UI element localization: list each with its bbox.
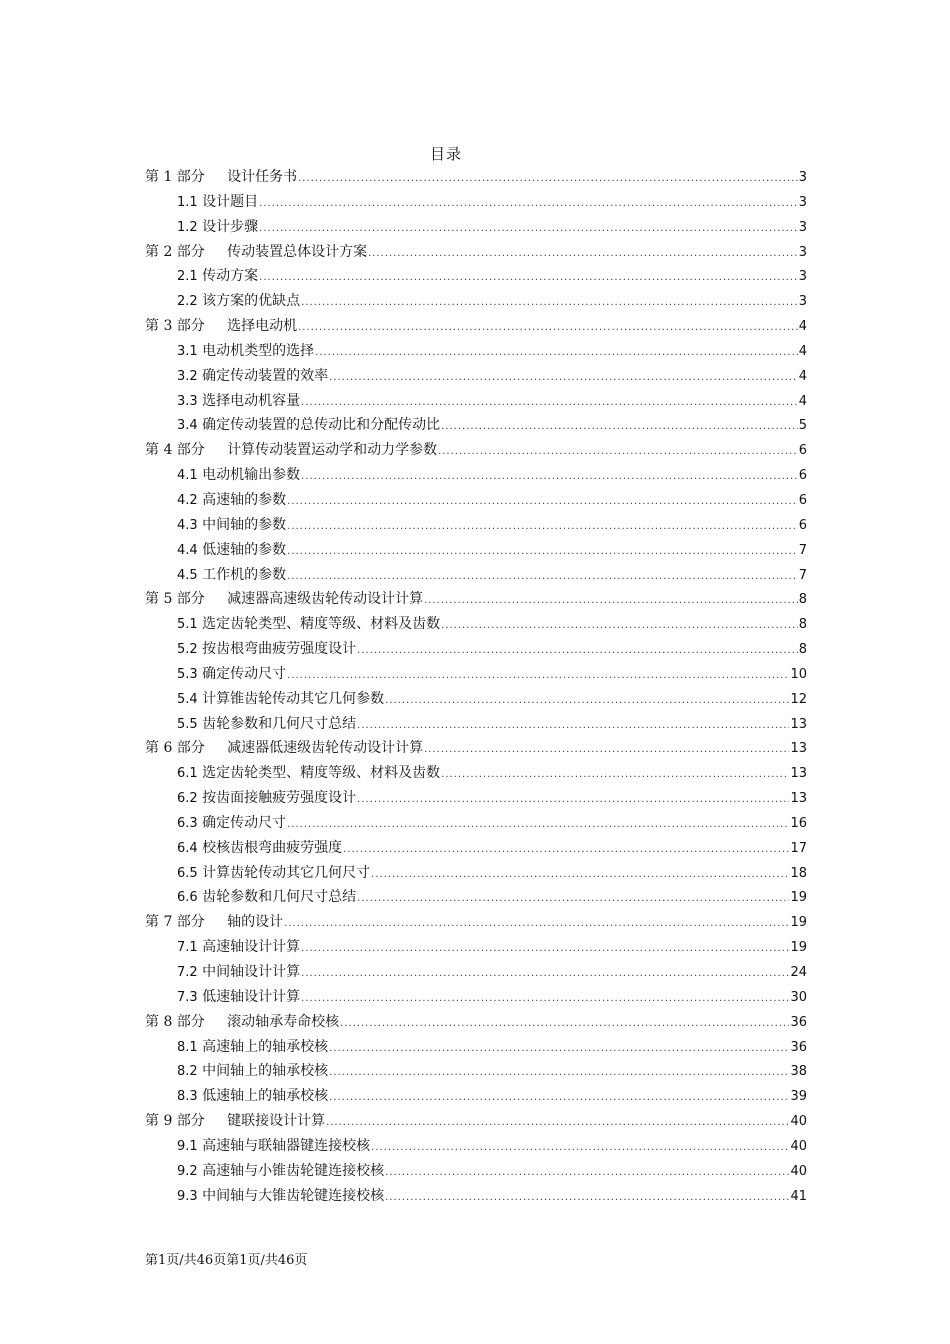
toc-entry-label <box>177 290 300 310</box>
toc-section-entry[interactable] <box>145 464 807 489</box>
toc-dot-leader <box>287 546 798 557</box>
toc-page-number: 3 <box>798 244 807 260</box>
toc-entry-text: 设计任务书 <box>227 169 298 185</box>
toc-entry-text: 工作机的参数 <box>202 566 287 583</box>
toc-page-number: 3 <box>798 294 807 310</box>
toc-entry-label <box>177 365 328 385</box>
toc-dot-leader <box>371 869 789 880</box>
toc-entry-label <box>145 315 297 335</box>
toc-part-entry[interactable] <box>145 241 807 266</box>
toc-entry-text: 键联接设计计算 <box>227 1113 326 1130</box>
toc-section-entry[interactable] <box>145 539 807 564</box>
toc-dot-leader <box>301 993 789 1004</box>
toc-entry-text: 传动装置总体设计方案 <box>227 243 368 260</box>
toc-dot-leader <box>329 1092 789 1103</box>
toc-section-entry[interactable] <box>145 191 807 216</box>
toc-entry-text: 中间轴上的轴承校核 <box>202 1063 329 1080</box>
toc-entry-label <box>177 216 258 236</box>
toc-entry-label <box>177 986 300 1006</box>
toc-dot-leader <box>301 943 789 954</box>
toc-entry-number: 4.4 <box>177 542 198 558</box>
toc-section-entry[interactable] <box>145 663 807 688</box>
toc-dot-leader <box>357 720 789 731</box>
toc-entry-label <box>177 638 356 658</box>
toc-part-entry[interactable] <box>145 315 807 340</box>
toc-dot-leader <box>441 620 798 631</box>
toc-entry-label <box>177 936 300 956</box>
toc-dot-leader <box>368 248 798 259</box>
toc-entry-label <box>177 464 300 484</box>
toc-entry-text: 高速轴与小锥齿轮键连接校核 <box>202 1162 385 1179</box>
toc-entry-label <box>177 663 286 683</box>
toc-section-entry[interactable] <box>145 986 807 1011</box>
toc-page-number: 6 <box>798 443 807 459</box>
toc-entry-label <box>177 613 440 633</box>
toc-dot-leader <box>298 322 798 333</box>
toc-page-number: 8 <box>798 617 807 633</box>
toc-section-entry[interactable] <box>145 638 807 663</box>
toc-section-entry[interactable] <box>145 1185 807 1210</box>
toc-entry-number: 第 9 部分 <box>145 1113 205 1130</box>
toc-entry-text: 低速轴的参数 <box>202 541 287 558</box>
toc-section-entry[interactable] <box>145 886 807 911</box>
toc-entry-text: 校核齿根弯曲疲劳强度 <box>202 839 343 856</box>
toc-section-entry[interactable] <box>145 390 807 415</box>
toc-dot-leader <box>287 496 798 507</box>
toc-dot-leader <box>301 397 798 408</box>
toc-section-entry[interactable] <box>145 961 807 986</box>
toc-section-entry[interactable] <box>145 713 807 738</box>
toc-page-number: 13 <box>790 716 807 732</box>
toc-page-number: 40 <box>790 1138 807 1154</box>
toc-dot-leader <box>438 446 798 457</box>
toc-dot-leader <box>301 471 798 482</box>
toc-entry-text: 高速轴上的轴承校核 <box>202 1038 329 1055</box>
toc-dot-leader <box>329 372 798 383</box>
toc-page-number: 3 <box>798 170 807 185</box>
toc-entry-label <box>177 514 286 534</box>
toc-entry-number: 第 3 部分 <box>145 318 205 335</box>
toc-page-number: 7 <box>798 567 807 583</box>
toc-dot-leader <box>287 819 789 830</box>
toc-entry-label <box>177 1036 328 1056</box>
toc-page-number: 3 <box>798 219 807 235</box>
toc-entry-label <box>177 1060 328 1080</box>
toc-page-number: 6 <box>798 492 807 508</box>
toc-section-entry[interactable] <box>145 1060 807 1085</box>
toc-part-entry[interactable] <box>145 1110 807 1135</box>
toc-entry-label <box>177 340 314 360</box>
toc-entry-text: 中间轴的参数 <box>202 516 287 533</box>
toc-part-entry[interactable] <box>145 737 807 762</box>
toc-page-number: 3 <box>798 194 807 210</box>
toc-dot-leader <box>357 645 798 656</box>
toc-section-entry[interactable] <box>145 564 807 589</box>
toc-page-number: 4 <box>798 343 807 359</box>
toc-entry-label <box>145 588 423 608</box>
toc-entry-number: 7.3 <box>177 989 198 1005</box>
toc-entry-number: 4.1 <box>177 468 198 484</box>
toc-entry-number: 3.4 <box>177 418 198 434</box>
toc-dot-leader <box>287 670 789 681</box>
toc-entry-text: 确定传动尺寸 <box>202 814 287 831</box>
toc-page-number: 17 <box>790 840 807 856</box>
table-of-contents <box>145 166 807 1209</box>
toc-page-number: 3 <box>798 269 807 285</box>
toc-entry-text: 确定传动装置的总传动比和分配传动比 <box>202 417 441 434</box>
toc-entry-number: 6.3 <box>177 815 198 831</box>
toc-section-entry[interactable] <box>145 365 807 390</box>
toc-section-entry[interactable] <box>145 688 807 713</box>
toc-section-entry[interactable] <box>145 812 807 837</box>
toc-page-number: 4 <box>798 319 807 335</box>
toc-page-number: 36 <box>790 1039 807 1055</box>
toc-entry-number: 6.4 <box>177 840 198 856</box>
toc-entry-text: 电动机输出参数 <box>202 467 301 484</box>
toc-entry-label <box>177 539 286 559</box>
toc-entry-label <box>177 1160 384 1180</box>
toc-section-entry[interactable] <box>145 1085 807 1110</box>
toc-entry-label <box>177 414 440 434</box>
toc-entry-number: 8.1 <box>177 1039 198 1055</box>
toc-entry-number: 第 8 部分 <box>145 1013 205 1030</box>
toc-dot-leader <box>259 223 798 234</box>
toc-dot-leader <box>259 198 798 209</box>
toc-page-number: 12 <box>790 691 807 707</box>
toc-section-entry[interactable] <box>145 1135 807 1160</box>
toc-page-number: 7 <box>798 542 807 558</box>
toc-entry-label <box>177 489 286 509</box>
toc-entry-label <box>177 1085 328 1105</box>
toc-section-entry[interactable] <box>145 340 807 365</box>
toc-entry-number: 7.1 <box>177 940 198 956</box>
toc-entry-text: 选定齿轮类型、精度等级、材料及齿数 <box>202 616 441 633</box>
toc-entry-text: 设计步骤 <box>202 218 259 235</box>
toc-entry-number: 5.1 <box>177 617 198 633</box>
toc-entry-text: 该方案的优缺点 <box>202 293 301 310</box>
toc-page-number: 4 <box>798 368 807 384</box>
toc-entry-text: 按齿面接触疲劳强度设计 <box>202 790 357 807</box>
toc-dot-leader <box>326 1117 789 1128</box>
toc-entry-number: 第 4 部分 <box>145 442 205 459</box>
toc-entry-number: 3.3 <box>177 393 198 409</box>
toc-part-entry[interactable] <box>145 439 807 464</box>
toc-section-entry[interactable] <box>145 265 807 290</box>
toc-entry-text: 确定传动尺寸 <box>202 665 287 682</box>
toc-page-number: 10 <box>790 666 807 682</box>
toc-entry-number: 第 1 部分 <box>145 169 205 185</box>
toc-entry-text: 电动机类型的选择 <box>202 342 315 359</box>
toc-section-entry[interactable] <box>145 489 807 514</box>
toc-entry-number: 2.2 <box>177 294 198 310</box>
toc-entry-text: 轴的设计 <box>227 914 284 931</box>
toc-section-entry[interactable] <box>145 1036 807 1061</box>
toc-entry-number: 6.5 <box>177 865 198 881</box>
toc-page-number: 13 <box>790 741 807 757</box>
toc-dot-leader <box>329 1067 789 1078</box>
toc-entry-text: 按齿根弯曲疲劳强度设计 <box>202 641 357 658</box>
toc-entry-text: 低速轴设计计算 <box>202 988 301 1005</box>
toc-page-number: 19 <box>790 915 807 931</box>
toc-entry-text: 齿轮参数和几何尺寸总结 <box>202 715 357 732</box>
toc-page-number: 36 <box>790 1014 807 1030</box>
toc-dot-leader <box>385 1192 789 1203</box>
toc-dot-leader <box>259 272 798 283</box>
toc-part-entry[interactable] <box>145 1011 807 1036</box>
toc-entry-number: 4.5 <box>177 567 198 583</box>
toc-entry-number: 5.5 <box>177 716 198 732</box>
toc-section-entry[interactable] <box>145 1160 807 1185</box>
toc-entry-text: 减速器高速级齿轮传动设计计算 <box>227 591 424 608</box>
toc-section-entry[interactable] <box>145 514 807 539</box>
toc-entry-number: 4.2 <box>177 492 198 508</box>
toc-page-number: 13 <box>790 791 807 807</box>
toc-entry-number: 8.3 <box>177 1089 198 1105</box>
toc-entry-text: 计算齿轮传动其它几何尺寸 <box>202 864 371 881</box>
toc-dot-leader <box>424 744 789 755</box>
toc-entry-number: 6.1 <box>177 766 198 782</box>
toc-entry-number: 第 5 部分 <box>145 591 205 608</box>
toc-page-number: 13 <box>790 766 807 782</box>
toc-entry-text: 计算锥齿轮传动其它几何参数 <box>202 690 385 707</box>
toc-entry-number: 9.1 <box>177 1138 198 1154</box>
toc-entry-text: 选择电动机容量 <box>202 392 301 409</box>
toc-entry-text: 传动方案 <box>202 268 259 285</box>
toc-entry-text: 齿轮参数和几何尺寸总结 <box>202 889 357 906</box>
toc-entry-text: 高速轴的参数 <box>202 491 287 508</box>
toc-entry-number: 8.2 <box>177 1064 198 1080</box>
toc-entry-label <box>177 787 356 807</box>
toc-entry-text: 减速器低速级齿轮传动设计计算 <box>227 740 424 757</box>
toc-page-number: 16 <box>790 815 807 831</box>
toc-entry-text: 高速轴设计计算 <box>202 939 301 956</box>
toc-page-number: 39 <box>790 1089 807 1105</box>
toc-entry-number: 第 6 部分 <box>145 740 205 757</box>
toc-dot-leader <box>371 1142 789 1153</box>
toc-entry-label <box>145 911 283 931</box>
toc-dot-leader <box>441 769 789 780</box>
toc-page-number: 6 <box>798 517 807 533</box>
toc-page-number: 41 <box>790 1188 807 1204</box>
toc-entry-label <box>177 713 356 733</box>
toc-dot-leader <box>287 521 798 532</box>
toc-entry-number: 2.1 <box>177 269 198 285</box>
toc-entry-label <box>145 1110 325 1130</box>
toc-entry-number: 9.3 <box>177 1188 198 1204</box>
toc-entry-number: 1.1 <box>177 194 198 210</box>
toc-entry-label <box>177 886 356 906</box>
toc-entry-label <box>177 191 258 211</box>
toc-entry-text: 中间轴与大锥齿轮键连接校核 <box>202 1187 385 1204</box>
toc-entry-text: 高速轴与联轴器键连接校核 <box>202 1137 371 1154</box>
toc-entry-text: 中间轴设计计算 <box>202 964 301 980</box>
toc-page-number: 6 <box>798 468 807 484</box>
toc-section-entry[interactable] <box>145 936 807 961</box>
toc-entry-text: 低速轴上的轴承校核 <box>202 1088 329 1105</box>
toc-entry-label <box>145 1011 339 1031</box>
toc-dot-leader <box>357 893 789 904</box>
toc-section-entry[interactable] <box>145 762 807 787</box>
toc-entry-label <box>177 1185 384 1205</box>
toc-entry-number: 6.6 <box>177 890 198 906</box>
toc-page-number: 40 <box>790 1163 807 1179</box>
toc-entry-text: 选定齿轮类型、精度等级、材料及齿数 <box>202 765 441 782</box>
toc-entry-text: 确定传动装置的效率 <box>202 367 329 384</box>
toc-page-number: 5 <box>798 418 807 434</box>
toc-page-number: 8 <box>798 642 807 658</box>
toc-dot-leader <box>424 595 798 606</box>
toc-page-number: 38 <box>790 1064 807 1080</box>
toc-dot-leader <box>329 1043 789 1054</box>
toc-part-entry[interactable] <box>145 588 807 613</box>
toc-entry-label <box>177 862 370 882</box>
toc-page-number: 8 <box>798 592 807 608</box>
toc-entry-label <box>177 564 286 584</box>
toc-title: 目录 <box>429 145 462 163</box>
toc-section-entry[interactable] <box>145 414 807 439</box>
toc-entry-number: 5.3 <box>177 666 198 682</box>
toc-entry-label <box>145 241 367 261</box>
toc-part-entry[interactable] <box>145 166 807 191</box>
toc-part-entry[interactable] <box>145 911 807 936</box>
toc-dot-leader <box>301 297 798 308</box>
toc-entry-label <box>177 1135 370 1155</box>
toc-entry-label <box>177 265 258 285</box>
toc-section-entry[interactable] <box>145 862 807 887</box>
toc-section-entry[interactable] <box>145 216 807 241</box>
toc-section-entry[interactable] <box>145 837 807 862</box>
toc-entry-label <box>145 439 437 459</box>
toc-entry-label <box>145 166 297 186</box>
toc-dot-leader <box>284 918 789 929</box>
toc-entry-number: 第 2 部分 <box>145 243 205 260</box>
toc-entry-number: 7.2 <box>177 965 198 980</box>
toc-entry-label <box>177 837 342 857</box>
toc-entry-label <box>145 737 423 757</box>
toc-entry-text: 计算传动装置运动学和动力学参数 <box>227 442 438 459</box>
toc-page-number: 24 <box>790 965 807 980</box>
toc-entry-number: 4.3 <box>177 517 198 533</box>
toc-entry-number: 9.2 <box>177 1163 198 1179</box>
toc-entry-number: 5.2 <box>177 642 198 658</box>
toc-dot-leader <box>287 571 798 582</box>
toc-entry-number: 5.4 <box>177 691 198 707</box>
toc-entry-number: 第 7 部分 <box>145 914 205 931</box>
toc-dot-leader <box>385 695 789 706</box>
toc-entry-label <box>177 961 300 981</box>
toc-dot-leader <box>441 421 798 432</box>
toc-section-entry[interactable] <box>145 787 807 812</box>
toc-entry-text: 设计题目 <box>202 193 259 210</box>
toc-section-entry[interactable] <box>145 613 807 638</box>
toc-dot-leader <box>340 1018 789 1029</box>
toc-entry-text: 滚动轴承寿命校核 <box>227 1013 340 1030</box>
toc-dot-leader <box>385 1167 789 1178</box>
toc-dot-leader <box>357 794 789 805</box>
toc-entry-label <box>177 688 384 708</box>
toc-entry-number: 3.2 <box>177 368 198 384</box>
toc-entry-text: 选择电动机 <box>227 318 298 335</box>
toc-dot-leader <box>298 173 798 184</box>
toc-page-number: 19 <box>790 890 807 906</box>
page-footer: 第1页/共46页第1页/共46页 <box>145 1253 308 1268</box>
toc-entry-number: 1.2 <box>177 219 198 235</box>
toc-entry-number: 3.1 <box>177 343 198 359</box>
toc-entry-number: 6.2 <box>177 791 198 807</box>
toc-page-number: 19 <box>790 940 807 956</box>
toc-page-number: 40 <box>790 1114 807 1130</box>
toc-page-number: 18 <box>790 865 807 881</box>
toc-entry-label <box>177 762 440 782</box>
toc-page-number: 30 <box>790 989 807 1005</box>
toc-page-number: 4 <box>798 393 807 409</box>
toc-dot-leader <box>301 968 789 979</box>
toc-dot-leader <box>343 844 789 855</box>
toc-section-entry[interactable] <box>145 290 807 315</box>
toc-entry-label <box>177 812 286 832</box>
toc-dot-leader <box>315 347 798 358</box>
toc-entry-label <box>177 390 300 410</box>
